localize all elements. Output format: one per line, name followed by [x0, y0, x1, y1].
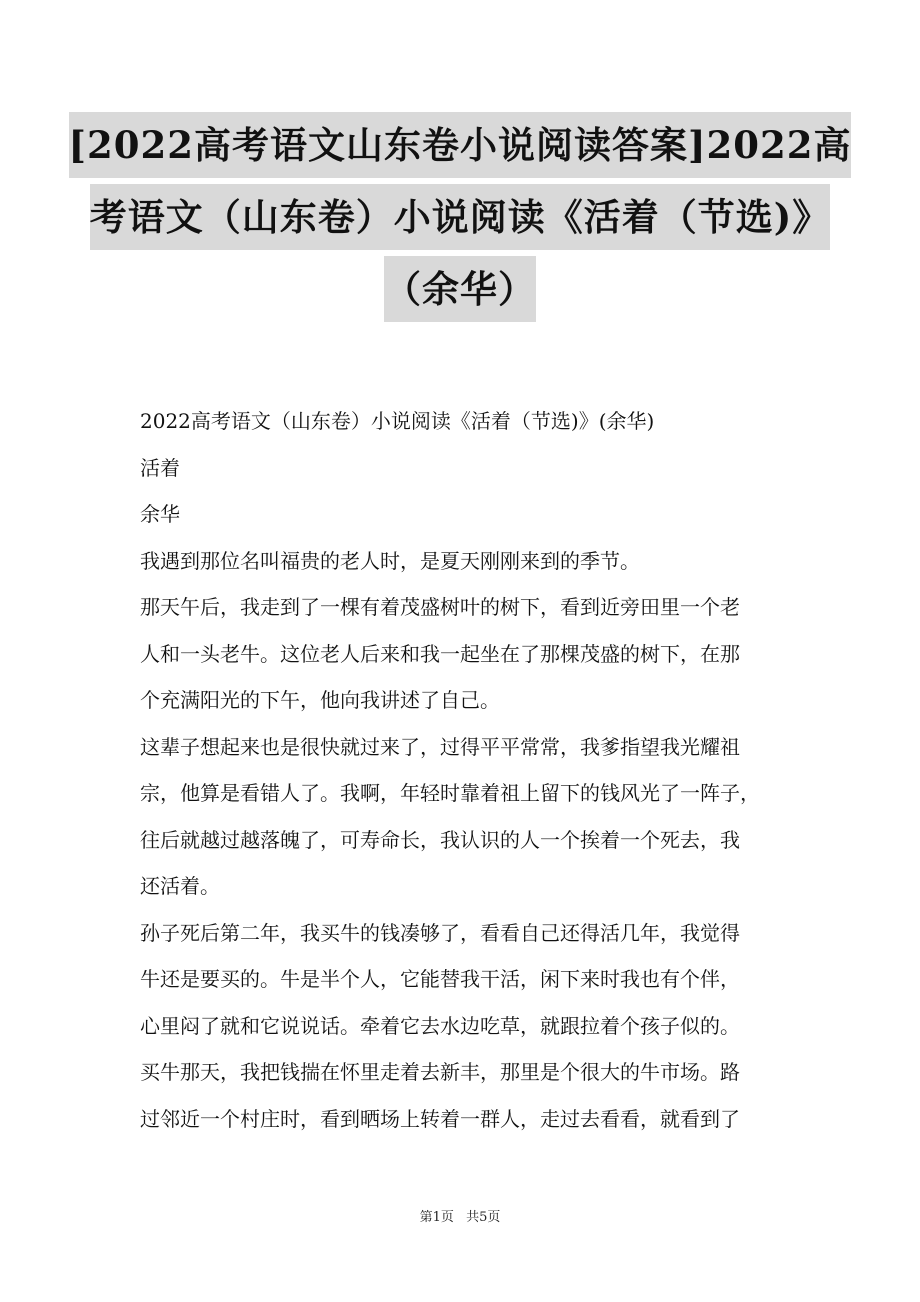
text-line: 我遇到那位名叫福贵的老人时，是夏天刚刚来到的季节。	[140, 548, 640, 573]
author-name: 余华	[140, 502, 180, 526]
document-title	[0, 112, 920, 328]
text-line: 孙子死后第二年，我买牛的钱凑够了，看看自己还得活几年，我觉得	[140, 920, 740, 945]
title-line: （余华）	[384, 256, 536, 322]
text-line: 牛还是要买的。牛是半个人，它能替我干活，闲下来时我也有个伴，	[140, 967, 740, 991]
text-line: 过邻近一个村庄时，看到晒场上转着一群人，走过去看看，就看到了	[140, 1106, 740, 1131]
page-total: 共5页	[466, 1210, 501, 1225]
page-number: 第1页	[419, 1210, 454, 1225]
work-title: 活着	[140, 455, 180, 480]
text-line: 还活着。	[140, 874, 220, 898]
document-body	[140, 398, 790, 1142]
text-line: 那天午后，我走到了一棵有着茂盛树叶的树下，看到近旁田里一个老	[140, 595, 740, 619]
text-line: 这辈子想起来也是很快就过来了，过得平平常常，我爹指望我光耀祖	[140, 734, 740, 759]
text-line: 宗，他算是看错人了。我啊，年轻时靠着祖上留下的钱风光了一阵子，	[140, 781, 760, 805]
text-line: 心里闷了就和它说说话。牵着它去水边吃草，就跟拉着个孩子似的。	[140, 1013, 740, 1038]
text-line: 个充满阳光的下午，他向我讲述了自己。	[140, 688, 500, 712]
page-footer	[0, 1206, 920, 1225]
body-heading: 2022高考语文（山东卷）小说阅读《活着（节选)》(余华)	[140, 409, 655, 433]
text-line: 人和一头老牛。这位老人后来和我一起坐在了那棵茂盛的树下，在那	[140, 641, 740, 666]
text-line: 往后就越过越落魄了，可寿命长，我认识的人一个挨着一个死去，我	[140, 827, 740, 852]
title-line: 考语文（山东卷）小说阅读《活着（节选)》	[90, 184, 831, 250]
title-line: [2022高考语文山东卷小说阅读答案]2022高	[69, 112, 852, 178]
text-line: 买牛那天，我把钱揣在怀里走着去新丰，那里是个很大的牛市场。路	[140, 1060, 740, 1084]
